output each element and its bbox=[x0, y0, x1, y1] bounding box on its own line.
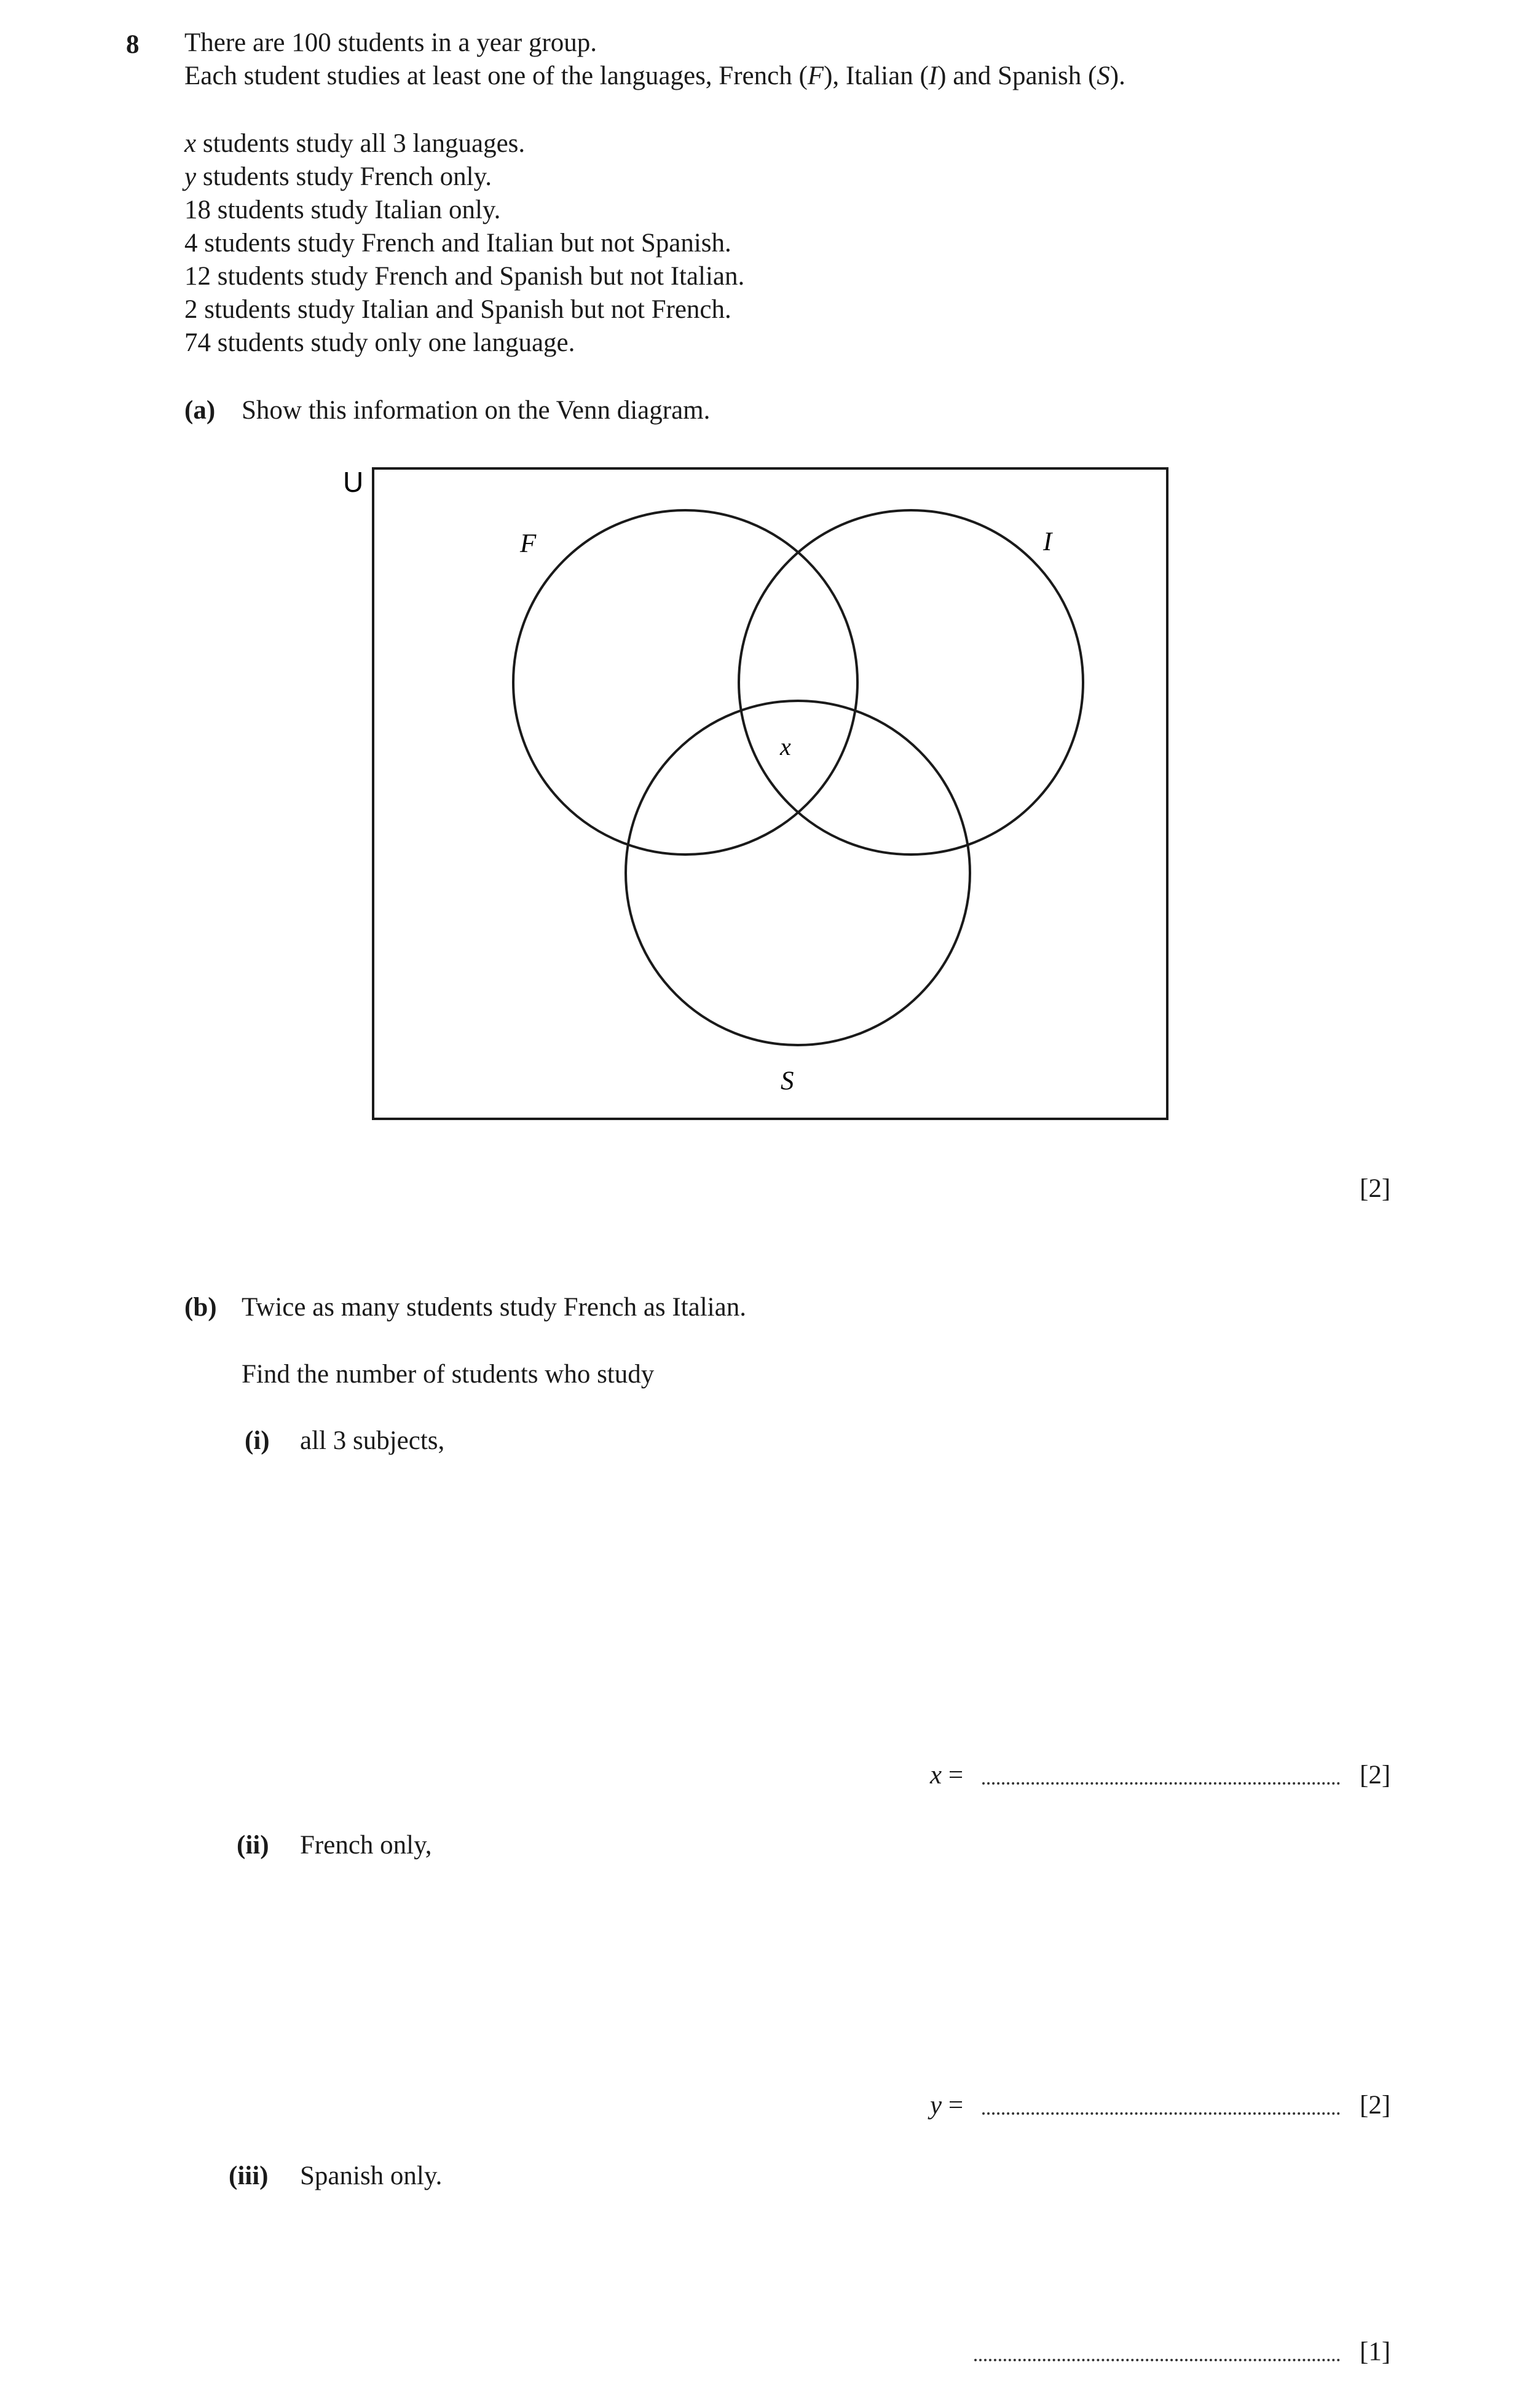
answer-x-field[interactable] bbox=[982, 1778, 1340, 1789]
spanish-label: S bbox=[781, 1067, 794, 1095]
intro-text: ). bbox=[1109, 61, 1125, 90]
centre-region-label: x bbox=[780, 733, 791, 760]
part-a-text: Show this information on the Venn diagram. bbox=[242, 396, 711, 425]
intro-text: ) and Spanish ( bbox=[937, 61, 1097, 90]
question-number: 8 bbox=[126, 30, 140, 59]
french-symbol: F bbox=[807, 61, 824, 90]
italian-symbol: I bbox=[928, 61, 938, 90]
universal-set-box[interactable] bbox=[373, 468, 1167, 1119]
italian-label: I bbox=[1043, 527, 1052, 556]
answer-equals: = bbox=[942, 2091, 964, 2120]
part-b-iii-marks: [1] bbox=[1360, 2337, 1391, 2366]
part-b-label: (b) bbox=[184, 1293, 217, 1322]
part-a-marks: [2] bbox=[1360, 1174, 1391, 1203]
answer-x-label bbox=[930, 1762, 963, 1788]
answer-variable: x bbox=[930, 1761, 942, 1790]
fact-line: 74 students study only one language. bbox=[184, 328, 575, 357]
part-b-ii-marks: [2] bbox=[1360, 2091, 1391, 2120]
fact-variable: x bbox=[184, 129, 197, 158]
part-b-prompt: Find the number of students who study bbox=[242, 1360, 655, 1389]
answer-y-label bbox=[930, 2092, 963, 2118]
intro-text: ), Italian ( bbox=[824, 61, 929, 90]
universal-set-symbol: U bbox=[343, 466, 364, 498]
part-b-i-marks: [2] bbox=[1360, 1761, 1391, 1790]
part-b-i-label: (i) bbox=[245, 1426, 270, 1455]
part-b-ii-label: (ii) bbox=[237, 1831, 269, 1860]
french-circle[interactable] bbox=[513, 510, 857, 855]
part-b-i-text: all 3 subjects, bbox=[300, 1426, 445, 1455]
part-b-text: Twice as many students study French as Italian. bbox=[242, 1293, 746, 1322]
answer-y-field[interactable] bbox=[982, 2108, 1340, 2119]
fact-variable: y bbox=[184, 162, 197, 191]
fact-text: students study all 3 languages. bbox=[196, 129, 526, 158]
fact-line: 18 students study Italian only. bbox=[184, 195, 501, 224]
spanish-circle[interactable] bbox=[626, 701, 970, 1045]
part-b-iii-text: Spanish only. bbox=[300, 2161, 443, 2190]
part-b-iii-label: (iii) bbox=[229, 2161, 269, 2190]
fact-line: 2 students study Italian and Spanish but not French. bbox=[184, 295, 731, 324]
answer-variable: y bbox=[930, 2091, 942, 2120]
fact-text: students study French only. bbox=[196, 162, 492, 191]
part-b-ii-text: French only, bbox=[300, 1831, 432, 1860]
answer-spanish-only-field[interactable] bbox=[974, 2355, 1340, 2366]
spanish-symbol: S bbox=[1097, 61, 1110, 90]
fact-line: 4 students study French and Italian but not Spanish. bbox=[184, 229, 731, 258]
french-label: F bbox=[520, 529, 537, 558]
fact-line: 12 students study French and Spanish but not Italian. bbox=[184, 262, 745, 291]
intro-line-1: There are 100 students in a year group. bbox=[184, 28, 597, 57]
answer-equals: = bbox=[942, 1761, 964, 1790]
italian-circle[interactable] bbox=[739, 510, 1083, 855]
intro-text: Each student studies at least one of the languages, French ( bbox=[184, 61, 808, 90]
part-a-label: (a) bbox=[184, 396, 216, 425]
